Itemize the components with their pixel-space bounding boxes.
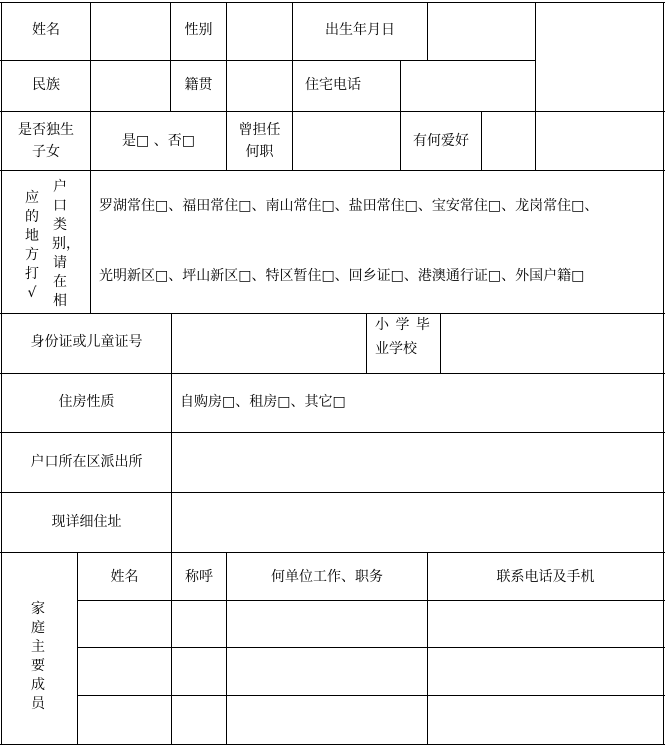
photo-box <box>536 3 663 170</box>
birth-label: 出生年月日 <box>325 22 395 38</box>
home-phone-field[interactable] <box>401 61 535 111</box>
name-field[interactable] <box>91 3 170 60</box>
hukou-options-line2[interactable]: 光明新区□、坪山新区□、特区暂住□、回乡证□、港澳通行证□、外国户籍□ <box>99 268 585 284</box>
rule <box>292 60 293 111</box>
native-place-label: 籍贯 <box>184 77 213 93</box>
family-header-contact: 联系电话及手机 <box>496 569 595 585</box>
hukou-label-col1: 应的地方打√ <box>25 190 39 301</box>
rule <box>1 2 2 745</box>
ethnicity-label: 民族 <box>32 77 60 93</box>
name-label: 姓名 <box>32 22 60 38</box>
family-row[interactable] <box>78 696 663 744</box>
rule <box>0 744 665 745</box>
address-label: 现详细住址 <box>51 514 122 530</box>
hobbies-field[interactable] <box>482 112 535 170</box>
rule <box>0 170 665 171</box>
police-station-field[interactable] <box>172 433 663 492</box>
home-phone-label: 住宅电话 <box>305 77 361 93</box>
only-child-label: 子女 <box>32 144 60 160</box>
id-label: 身份证或儿童证号 <box>30 334 143 350</box>
housing-label: 住房性质 <box>58 394 115 410</box>
birth-field[interactable] <box>428 3 535 60</box>
primary-school-label: 小 学 毕 <box>375 317 431 333</box>
former-post-label: 曾担任 <box>238 122 281 138</box>
rule <box>90 170 91 313</box>
family-header-name: 姓名 <box>110 569 139 585</box>
family-label: 家庭主要成员 <box>31 601 45 712</box>
id-field[interactable] <box>172 314 366 373</box>
family-row[interactable] <box>78 648 663 695</box>
hukou-label-col2: 户口类别，请在相 <box>52 179 80 309</box>
gender-label: 性别 <box>184 22 213 38</box>
address-field[interactable] <box>172 493 663 552</box>
family-header-relation: 称呼 <box>185 569 213 585</box>
native-place-field[interactable] <box>227 61 292 111</box>
only-child-options[interactable]: 是□ 、否□ <box>122 133 195 149</box>
police-station-label: 户口所在区派出所 <box>30 454 143 470</box>
family-row[interactable] <box>78 601 663 647</box>
ethnicity-field[interactable] <box>91 61 170 111</box>
family-header-work: 何单位工作、职务 <box>271 569 383 585</box>
rule <box>0 552 665 553</box>
hobbies-label: 有何爱好 <box>413 133 469 149</box>
hukou-options-line1[interactable]: 罗湖常住□、福田常住□、南山常住□、盐田常住□、宝安常住□、龙岗常住□、 <box>99 198 599 214</box>
rule <box>0 373 665 374</box>
gender-field[interactable] <box>227 3 292 60</box>
rule <box>663 2 664 745</box>
rule <box>366 313 367 373</box>
primary-school-label: 业学校 <box>375 341 417 357</box>
former-post-field[interactable] <box>293 112 400 170</box>
former-post-label: 何职 <box>245 144 274 160</box>
housing-options[interactable]: 自购房□、租房□、其它□ <box>180 394 346 410</box>
only-child-label: 是否独生 <box>18 122 74 138</box>
primary-school-field[interactable] <box>441 314 663 373</box>
